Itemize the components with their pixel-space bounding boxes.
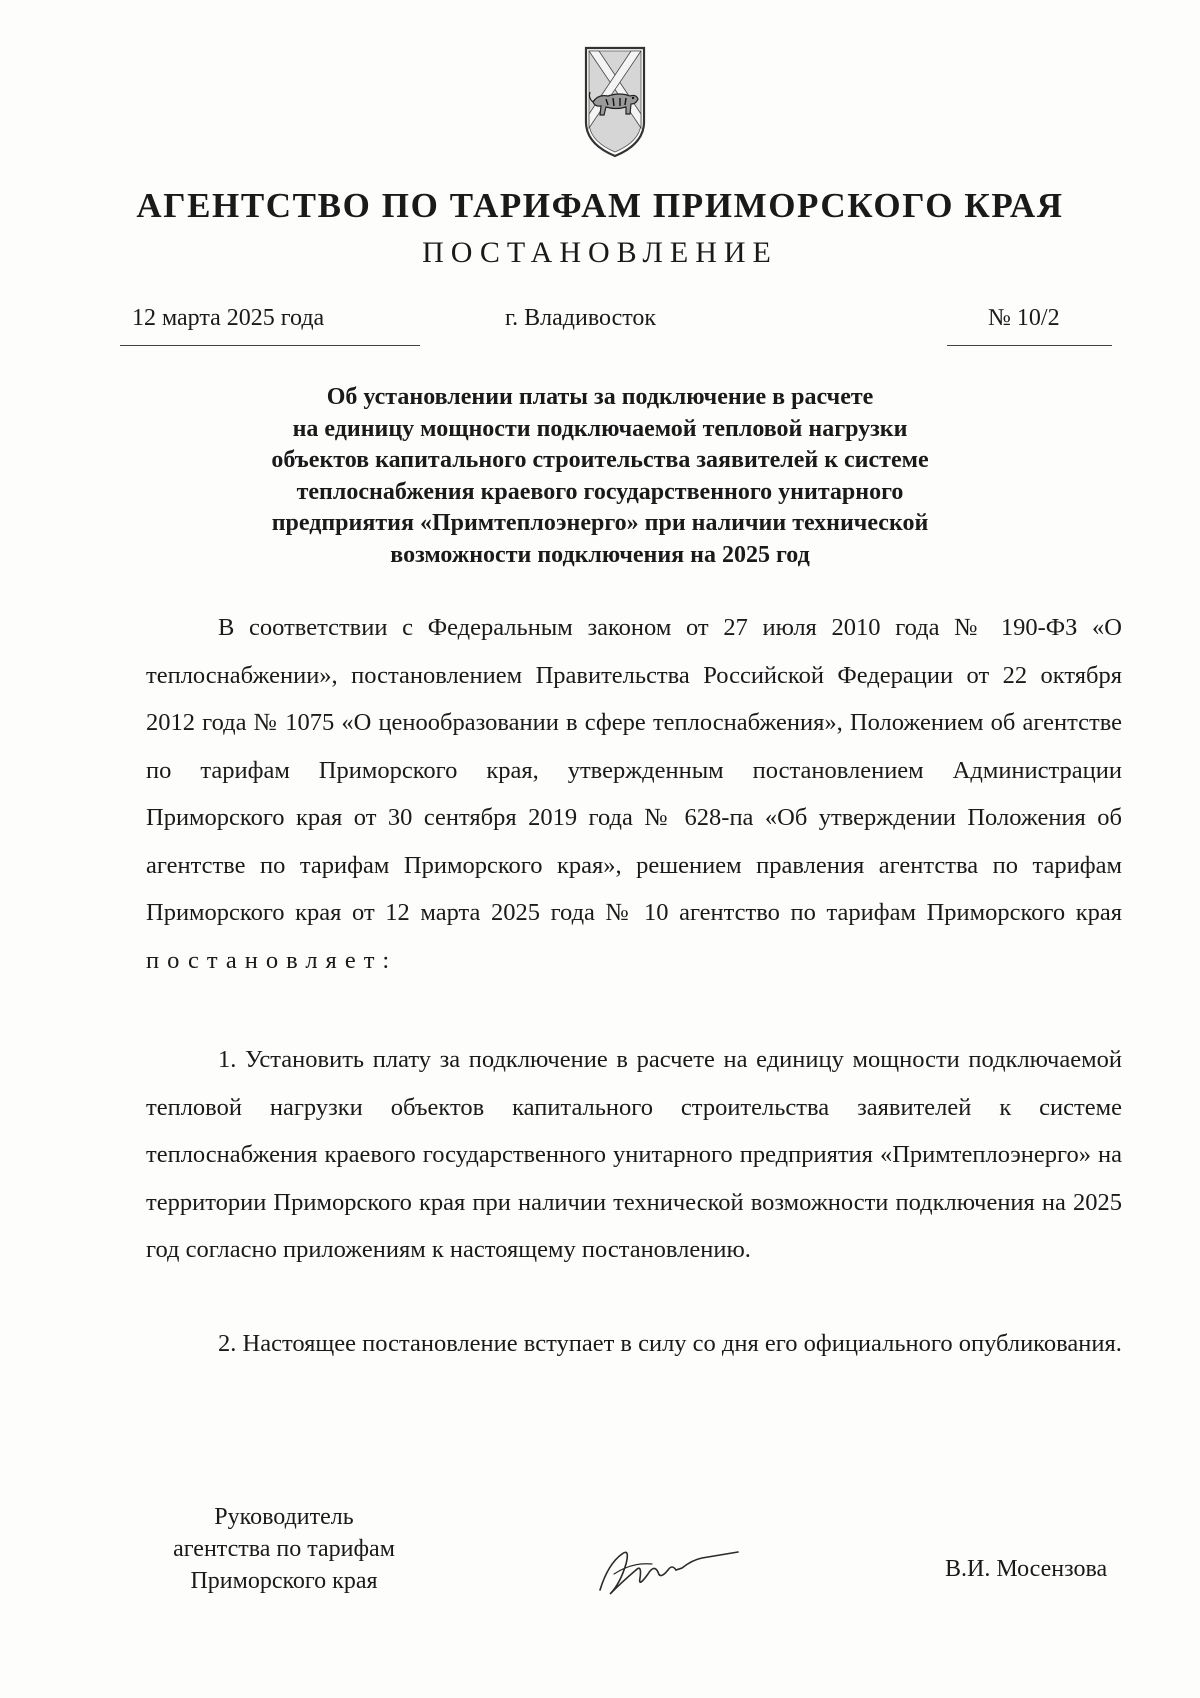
coat-of-arms-icon	[576, 44, 654, 162]
number-underline	[947, 345, 1112, 346]
preamble-paragraph	[146, 604, 1122, 984]
subject-line: объектов капитального строительства заявителей к системе	[271, 447, 929, 473]
document-city: г. Владивосток	[505, 305, 657, 331]
signer-position	[146, 1501, 422, 1597]
document-number: № 10/2	[988, 305, 1060, 331]
agency-title: АГЕНТСТВО ПО ТАРИФАМ ПРИМОРСКОГО КРАЯ	[136, 186, 1064, 225]
resolution-item-1: 1. Установить плату за подключение в расчете на единицу мощности подключаемой тепловой нагрузки объектов капитального строительства заявителей к системе теплоснабжения краевого государственного унитарного предприятия «Примтеплоэнерго» на территории Приморского края при наличии технической возможности подключения на 2025 год согласно приложениям к настоящему постановлению.	[146, 1046, 1122, 1263]
resolution-item-2: 2. Настоящее постановление вступает в силу со дня его официального опубликования.	[218, 1330, 1122, 1357]
signer-position-line: Приморского края	[190, 1568, 378, 1594]
document-date: 12 марта 2025 года	[132, 305, 325, 331]
document-subject	[160, 382, 1040, 571]
date-underline	[120, 345, 420, 346]
resolves-word: постановляет:	[146, 946, 398, 974]
document-type: ПОСТАНОВЛЕНИЕ	[422, 236, 778, 269]
subject-line: предприятия «Примтеплоэнерго» при наличии технической	[271, 510, 929, 536]
signer-position-line: Руководитель	[214, 1504, 354, 1530]
signer-name: В.И. Мосензова	[945, 1556, 1108, 1582]
handwritten-signature-icon	[592, 1534, 742, 1600]
preamble-text: В соответствии с Федеральным законом от 27 июля 2010 года № 190-ФЗ «О теплоснабжении», постановлением Правительства Российской Федерации от 22 октября 2012 года № 1075 «О ценообразовании в сфере теплоснабжения», Положением об агентстве по тарифам Приморского края, утвержденным постановлением Администрации Приморского края от 30 сентября 2019 года № 628-па «Об утверждении Положения об агентстве по тарифам Приморского края», решением правления агентства по тарифам Приморского края от 12 марта 2025 года № 10 агентство по тарифам Приморского края	[146, 614, 1122, 926]
subject-line: теплоснабжения краевого государственного унитарного	[296, 478, 904, 505]
signer-position-line: агентства по тарифам	[173, 1536, 395, 1562]
subject-line: Об установлении платы за подключение в расчете	[326, 384, 874, 410]
subject-line: на единицу мощности подключаемой тепловой нагрузки	[292, 415, 908, 442]
subject-line: возможности подключения на 2025 год	[390, 541, 810, 568]
